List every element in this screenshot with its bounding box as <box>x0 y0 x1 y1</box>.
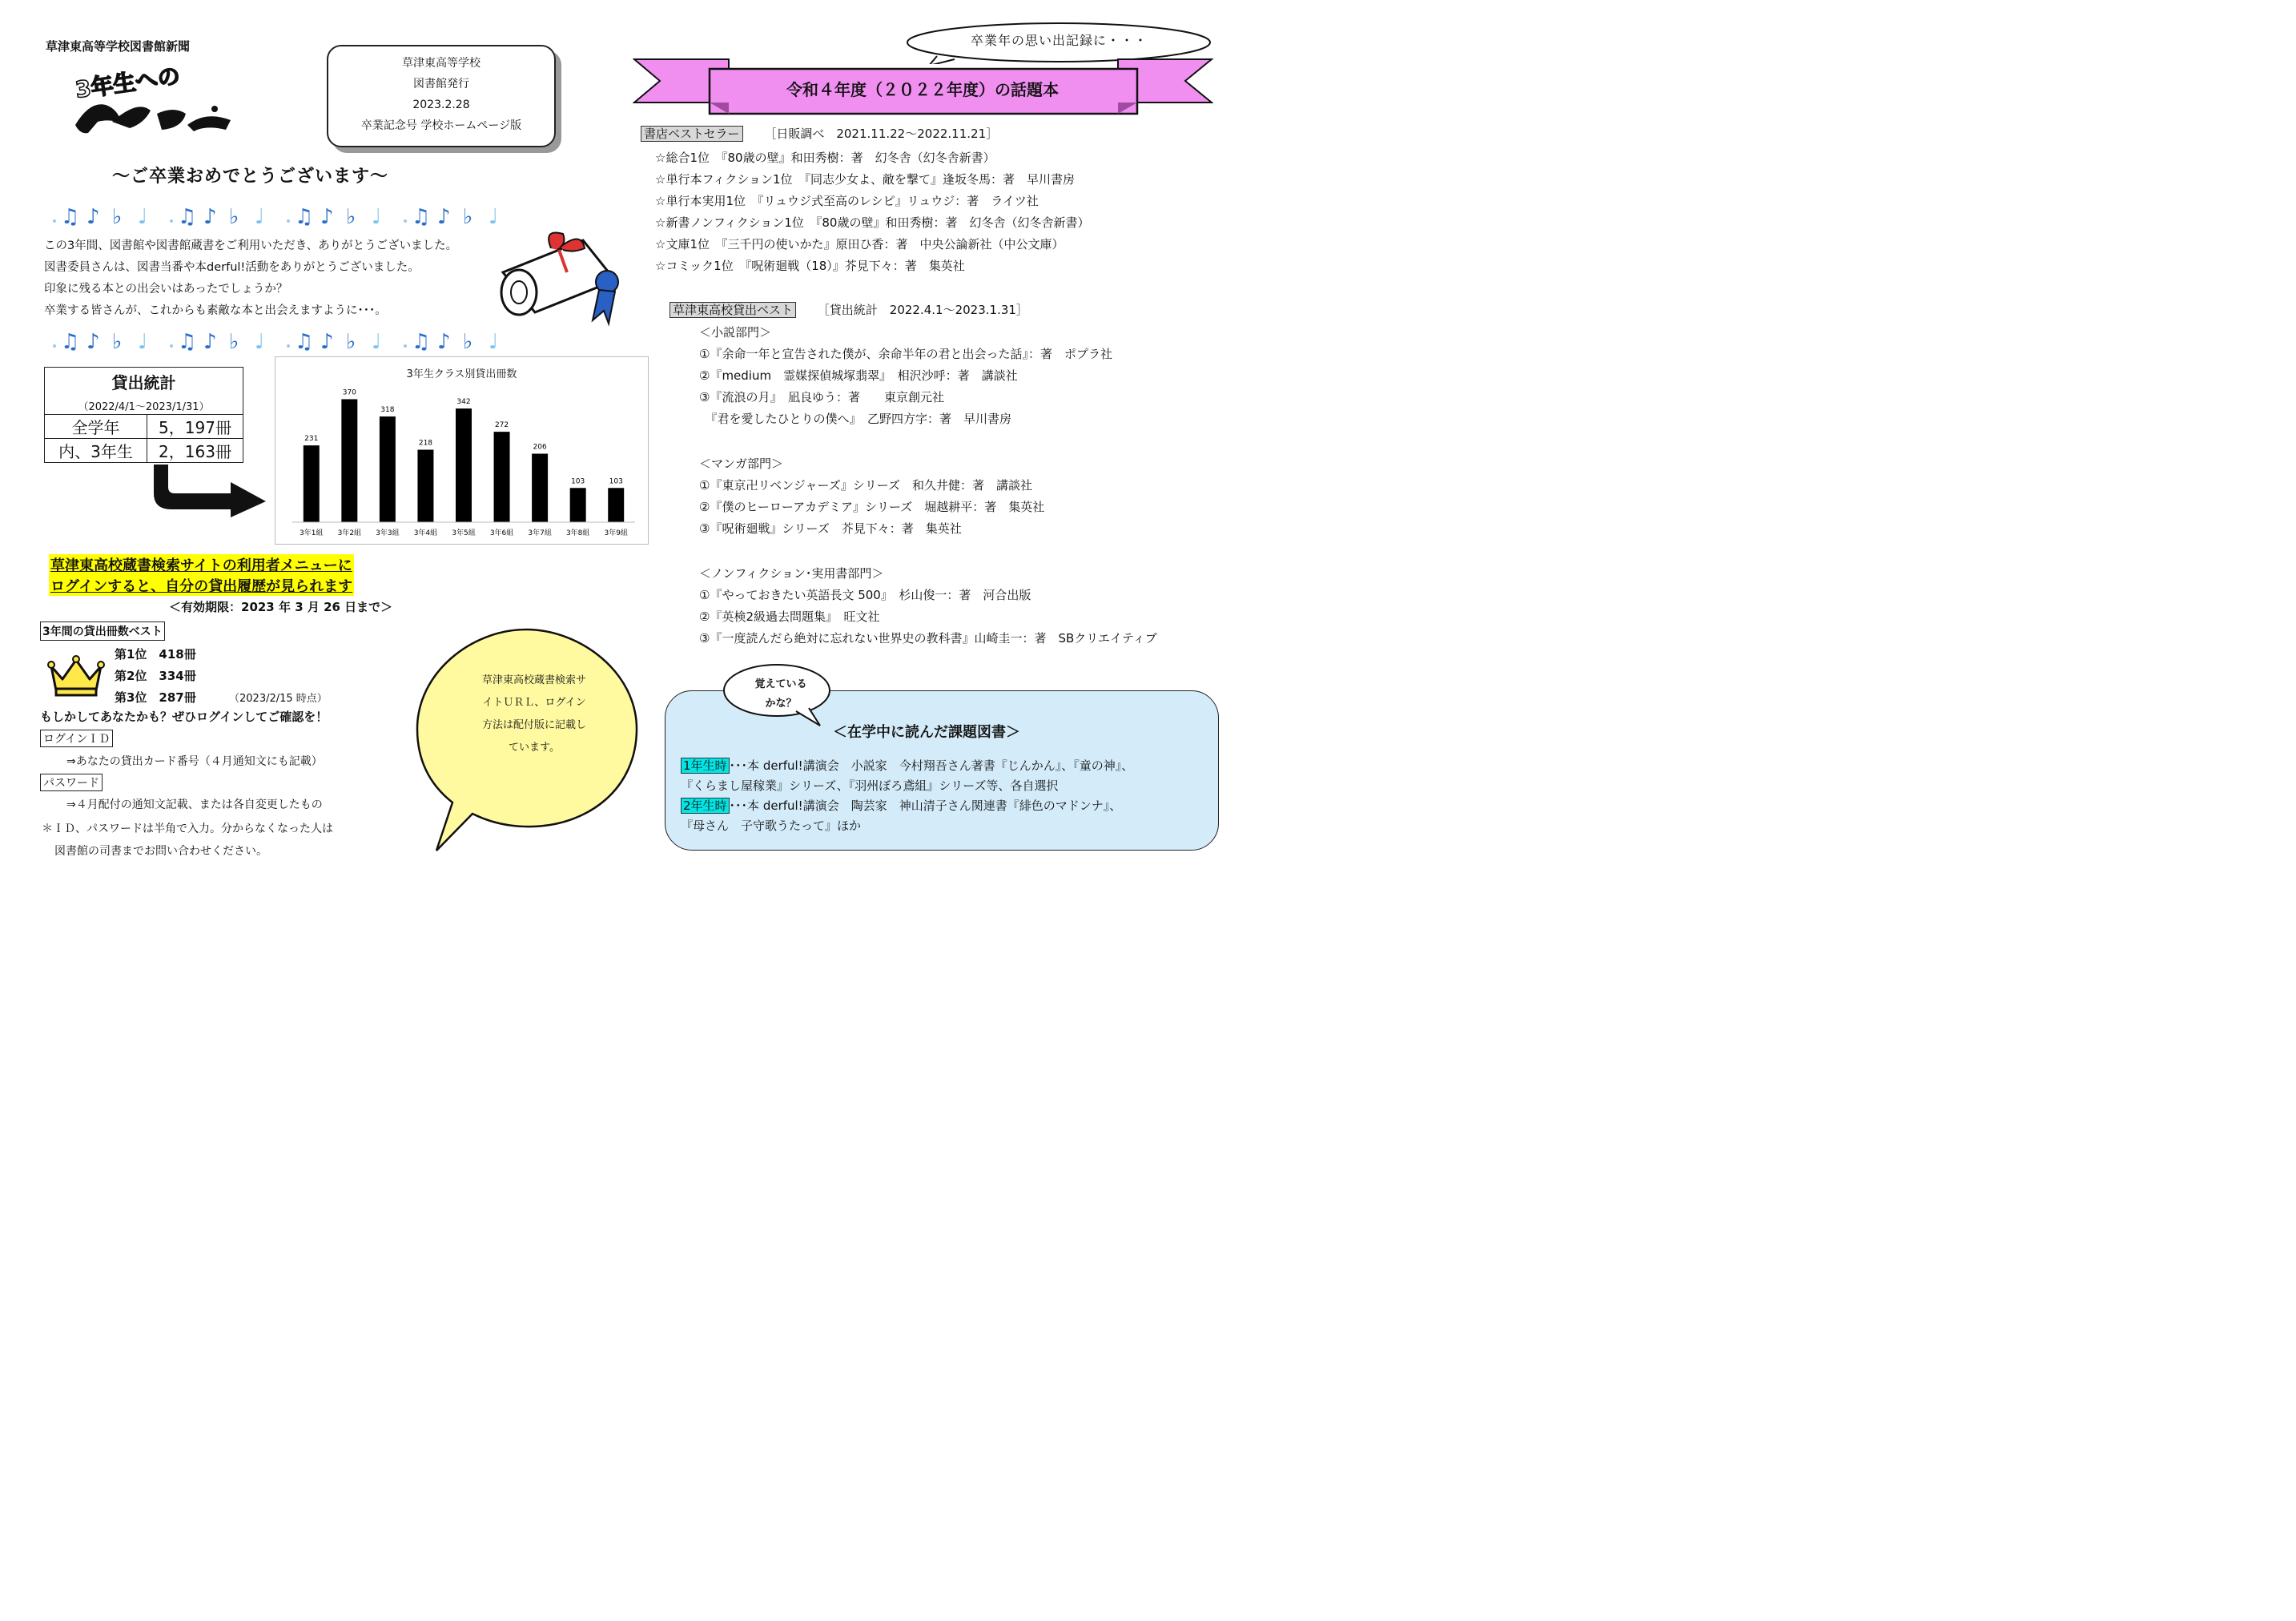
chart-data-label: 103 <box>571 477 585 486</box>
music-note-icon: ♭ <box>463 205 473 229</box>
bestseller-tag: 書店ベストセラー <box>641 126 743 142</box>
music-note-icon: ♩ <box>255 330 265 354</box>
dot-decoration <box>287 219 290 223</box>
valid-until: ＜有効期限：2023 年 3 月 26 日まで＞ <box>169 600 393 614</box>
list-item: ②『medium 霊媒探偵城塚翡翠』 相沢沙呼：著 講談社 <box>699 368 1018 383</box>
table-row <box>45 415 243 439</box>
issuer-box <box>327 45 556 147</box>
chart-data-label: 342 <box>456 398 471 407</box>
bubble-line: イトＵＲＬ、ログイン <box>482 697 586 709</box>
music-note-icon: ♪ <box>320 205 334 229</box>
list-item: ☆単行本実用1位 『リュウジ式至高のレシピ』リュウジ：著 ライツ社 <box>655 194 1039 208</box>
crown-icon <box>46 655 106 697</box>
speech-line: かな？ <box>765 698 797 710</box>
music-note-icon: ♫ <box>178 330 197 354</box>
chart-tick-label: 3年3組 <box>376 529 400 537</box>
music-note-icon: ♩ <box>372 205 382 229</box>
music-note-icon: ♪ <box>203 330 217 354</box>
rank-2: 第2位 334冊 <box>115 669 196 683</box>
novel-section-label: ＜小説部門＞ <box>699 325 772 340</box>
music-note-icon: ♭ <box>346 205 356 229</box>
chart-title: 3年生クラス別貸出冊数 <box>406 368 517 380</box>
bestseller-header <box>641 125 998 142</box>
list-item: ①『余命一年と宣告された僕が、余命半年の君と出会った話』：著 ポプラ社 <box>699 347 1112 361</box>
list-item: ③『流浪の月』 凪良ゆう：著 東京創元社 <box>699 390 944 404</box>
rank-note: （2023/2/15 時点） <box>229 693 328 705</box>
dot-decoration <box>53 344 56 348</box>
music-note-icon: ♪ <box>203 205 217 229</box>
chart-data-label: 318 <box>380 406 395 415</box>
speech-bubble-text <box>745 675 817 714</box>
year2-line2: 『母さん 子守歌うたって』ほか <box>681 819 862 833</box>
music-note-icon: ♩ <box>138 330 148 354</box>
dot-decoration <box>53 219 56 223</box>
music-note-icon: ♩ <box>138 205 148 229</box>
loan-best-tag: 草津東高校貸出ベスト <box>669 302 796 318</box>
chart-tick-label: 3年7組 <box>528 529 552 537</box>
music-note-icon: ♪ <box>320 330 334 354</box>
login-footnote <box>42 818 333 863</box>
year2-tag: 2年生時 <box>681 798 730 814</box>
password-desc: ⇒４月配付の通知文記載、または各自変更したもの <box>66 798 323 811</box>
intro-line: 図書委員さんは、図書当番や本derful!活動をありがとうございました。 <box>44 261 420 274</box>
newspaper-name: 草津東高等学校図書館新聞 <box>46 39 191 54</box>
list-item: ②『僕のヒーローアカデミア』シリーズ 堀越耕平：著 集英社 <box>699 500 1045 514</box>
music-note-icon: ♪ <box>437 330 451 354</box>
year1-text: ･･･本 derful!講演会 小説家 今村翔吾さん著書『じんかん』、『童の神』、 <box>729 758 1134 773</box>
music-note-icon: ♭ <box>112 330 123 354</box>
issuer-dept: 図書館発行 <box>413 78 469 91</box>
intro-line: 卒業する皆さんが、これからも素敵な本と出会えますように･･･。 <box>44 304 387 317</box>
diploma-illustration <box>487 224 628 332</box>
dot-decoration <box>170 219 173 223</box>
stats-value: 5，197冊 <box>147 415 243 439</box>
title-line1: 3年生への <box>74 62 182 103</box>
chart-tick-label: 3年8組 <box>565 529 590 537</box>
music-note-icon: ♩ <box>372 330 382 354</box>
list-item: ☆単行本フィクション1位 『同志少女よ、敵を撃て』逢坂冬馬：著 早川書房 <box>655 172 1075 187</box>
music-note-icon: ♩ <box>489 205 499 229</box>
year1-line <box>681 757 1133 774</box>
stats-label: 内、3年生 <box>45 439 147 463</box>
music-note-icon: ♫ <box>412 330 431 354</box>
intro-line: 印象に残る本との出会いはあったでしょうか？ <box>44 283 288 296</box>
loan-stats-period: （2022/4/1～2023/1/31） <box>78 401 210 413</box>
list-item: ☆総合1位 『80歳の壁』和田秀樹：著 幻冬舎（幻冬舎新書） <box>655 151 995 165</box>
memory-oval-text: 卒業年の思い出記録に・・・ <box>970 33 1148 48</box>
login-title-line2: ログインすると、自分の貸出履歴が見られます <box>49 575 354 596</box>
issue-date: 2023.2.28 <box>412 99 470 111</box>
table-row <box>45 439 243 463</box>
chart-data-label: 218 <box>418 439 433 448</box>
year2-line <box>681 797 1121 814</box>
chart-data-label: 206 <box>533 443 547 452</box>
music-note-icon: ♭ <box>112 205 123 229</box>
music-note-icon: ♫ <box>412 205 431 229</box>
music-note-icon: ♪ <box>437 205 451 229</box>
footnote-line: 図書館の司書までお問い合わせください。 <box>54 845 267 858</box>
chart-bar <box>380 416 396 522</box>
login-prompt: もしかしてあなたかも？ぜひログインしてご確認を！ <box>40 710 328 724</box>
list-item: ③『呪術廻戦』シリーズ 芥見下々：著 集英社 <box>699 521 962 536</box>
year1-line2: 『くらまし屋稼業』シリーズ、『羽州ぼろ鳶組』シリーズ等、各自選択 <box>681 778 1059 793</box>
chart-tick-label: 3年5組 <box>452 529 476 537</box>
best-loans-label: 3年間の貸出冊数ベスト <box>40 621 165 641</box>
music-note-icon: ♫ <box>295 330 314 354</box>
dot-decoration <box>287 344 290 348</box>
login-id-label: ログインＩＤ <box>40 730 113 747</box>
chart-bar <box>304 445 320 522</box>
list-item: ☆新書ノンフィクション1位 『80歳の壁』和田秀樹：著 幻冬舎（幻冬舎新書） <box>655 215 1090 230</box>
music-note-icon: ♫ <box>61 205 80 229</box>
music-note-icon: ♭ <box>346 330 356 354</box>
nonfiction-section-label: ＜ノンフィクション･実用書部門＞ <box>699 566 884 581</box>
bestseller-period: ［日販調べ 2021.11.22～2022.11.21］ <box>764 127 999 141</box>
info-bubble-text <box>458 670 610 759</box>
music-note-icon: ♫ <box>178 205 197 229</box>
issuer-school: 草津東高等学校 <box>402 57 481 70</box>
chart-bar <box>456 408 472 522</box>
chart-tick-label: 3年9組 <box>604 529 628 537</box>
chart-bar <box>341 399 357 522</box>
bubble-line: 方法は配付版に記載し <box>481 719 586 731</box>
intro-text <box>44 235 457 322</box>
chart-bar <box>532 454 548 522</box>
chart-data-label: 231 <box>304 435 319 444</box>
loan-stats-title: 貸出統計 <box>111 373 176 392</box>
issue-edition: 卒業記念号 学校ホームページ版 <box>360 119 522 132</box>
manga-section-label: ＜マンガ部門＞ <box>699 457 784 471</box>
chart-bar <box>494 432 510 522</box>
chart-tick-label: 3年4組 <box>413 529 438 537</box>
list-item: ☆文庫1位 『三千円の使いかた』原田ひ香：著 中央公論新社（中公文庫） <box>655 237 1064 251</box>
title-artwork <box>74 61 234 144</box>
chart-data-label: 103 <box>609 477 623 486</box>
login-id-desc: ⇒あなたの貸出カード番号（４月通知文にも記載） <box>66 755 323 768</box>
music-note-icon: ♪ <box>86 205 100 229</box>
rank-3: 第3位 287冊 <box>115 690 196 705</box>
music-note-icon: ♩ <box>255 205 265 229</box>
list-item: ①『やっておきたい英語長文 500』 杉山俊一：著 河合出版 <box>699 588 1031 602</box>
chart-tick-label: 3年2組 <box>337 529 362 537</box>
stats-value: 2，163冊 <box>147 439 243 463</box>
class-loan-bar-chart <box>275 356 649 545</box>
chart-bar <box>608 488 624 522</box>
music-note-icon: ♭ <box>463 330 473 354</box>
chart-bar <box>417 450 433 522</box>
music-notes-row-top <box>51 202 532 229</box>
list-item: ☆コミック1位 『呪術廻戦（18）』芥見下々：著 集英社 <box>655 259 965 273</box>
loan-stats-table <box>44 414 243 463</box>
password-label: パスワード <box>40 774 103 791</box>
stats-label: 全学年 <box>45 415 147 439</box>
dot-decoration <box>170 344 173 348</box>
music-notes-row-bottom <box>51 327 532 354</box>
chart-data-label: 370 <box>342 388 356 397</box>
dot-decoration <box>404 344 407 348</box>
loan-best-header <box>669 301 1028 318</box>
bubble-line: ています。 <box>509 742 560 754</box>
list-item: ②『英検2級過去問題集』 旺文社 <box>699 609 880 624</box>
music-note-icon: ♭ <box>229 330 239 354</box>
rank-1: 第1位 418冊 <box>115 647 196 662</box>
chart-bar <box>570 488 586 522</box>
chart-tick-label: 3年6組 <box>489 529 514 537</box>
music-note-icon: ♭ <box>229 205 239 229</box>
login-title-line1: 草津東高校蔵書検索サイトの利用者メニューに <box>49 554 354 575</box>
footnote-line: ＊ＩＤ、パスワードは半角で入力。分からなくなった人は <box>42 823 333 835</box>
assigned-books-title: ＜在学中に読んだ課題図書＞ <box>833 724 1020 741</box>
list-item: 『君を愛したひとりの僕へ』 乙野四方字：著 早川書房 <box>699 412 1012 426</box>
music-note-icon: ♪ <box>86 330 100 354</box>
music-note-icon: ♫ <box>295 205 314 229</box>
list-item: ①『東京卍リベンジャーズ』シリーズ 和久井健：著 講談社 <box>699 478 1032 493</box>
bubble-line: 草津東高校蔵書検索サ <box>481 674 586 686</box>
dot-decoration <box>404 219 407 223</box>
speech-line: 覚えている <box>754 678 807 690</box>
arrow-icon <box>151 465 267 517</box>
music-note-icon: ♩ <box>489 330 499 354</box>
year1-tag: 1年生時 <box>681 758 730 774</box>
intro-line: この3年間、図書館や図書館蔵書をご利用いただき、ありがとうございました。 <box>44 239 458 252</box>
year2-text: ･･･本 derful!講演会 陶芸家 神山清子さん関連書『緋色のマドンナ』、 <box>729 798 1122 813</box>
loan-best-period: ［貸出統計 2022.4.1～2023.1.31］ <box>817 303 1028 317</box>
banner-title: 令和４年度（２０２２年度）の話題本 <box>786 80 1059 99</box>
music-note-icon: ♫ <box>61 330 80 354</box>
chart-data-label: 272 <box>494 421 509 430</box>
chart-tick-label: 3年1組 <box>300 529 324 537</box>
list-item: ③『一度読んだら絶対に忘れない世界史の教科書』山崎圭一：著 SBクリエイティブ <box>699 631 1157 646</box>
congrats-heading: ～ご卒業おめでとうございます～ <box>112 167 389 187</box>
